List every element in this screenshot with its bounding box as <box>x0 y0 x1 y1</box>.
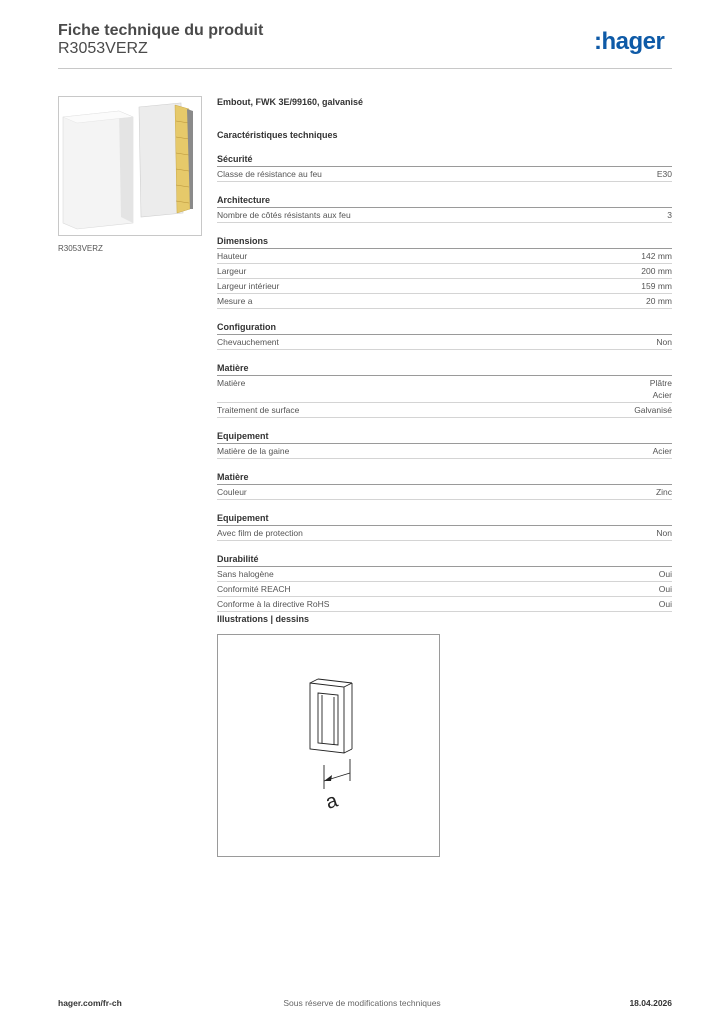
spec-row <box>217 526 672 541</box>
technical-drawing <box>217 634 440 857</box>
spec-row <box>217 582 672 597</box>
section-title: Durabilité <box>217 553 672 567</box>
spec-row <box>217 403 672 418</box>
spec-row <box>217 279 672 294</box>
spec-value: 142 mm <box>641 251 672 261</box>
spec-section <box>217 362 672 418</box>
product-photo <box>58 96 202 236</box>
spec-label: Classe de résistance au feu <box>217 169 322 179</box>
section-title: Sécurité <box>217 153 672 167</box>
spec-value: Non <box>656 337 672 347</box>
spec-label: Matière <box>217 378 246 388</box>
section-title: Equipement <box>217 512 672 526</box>
product-reference: R3053VERZ <box>58 40 148 57</box>
spec-value: Acier <box>652 446 672 456</box>
spec-label: Hauteur <box>217 251 248 261</box>
spec-value: Non <box>656 528 672 538</box>
product-photo-image <box>59 97 202 236</box>
spec-row <box>217 444 672 459</box>
spec-label: Avec film de protection <box>217 528 303 538</box>
spec-section <box>217 430 672 459</box>
spec-row <box>217 485 672 500</box>
spec-section <box>217 471 672 500</box>
spec-value: 200 mm <box>641 266 672 276</box>
spec-row <box>217 249 672 264</box>
spec-label: Largeur <box>217 266 247 276</box>
spec-value: Oui <box>658 569 672 579</box>
section-title: Matière <box>217 471 672 485</box>
section-title: Dimensions <box>217 235 672 249</box>
section-title: Matière <box>217 362 672 376</box>
spec-value: E30 <box>656 169 672 179</box>
spec-row <box>217 567 672 582</box>
photo-caption: R3053VERZ <box>58 244 103 253</box>
spec-label: Nombre de côtés résistants aux feu <box>217 210 351 220</box>
spec-label: Conforme à la directive RoHS <box>217 599 330 609</box>
spec-label: Mesure a <box>217 296 253 306</box>
spec-label: Chevauchement <box>217 337 279 347</box>
spec-value: Plâtre Acier <box>649 378 672 400</box>
footer-date: 18.04.2026 <box>629 998 672 1008</box>
spec-row <box>217 167 672 182</box>
spec-row <box>217 294 672 309</box>
section-title: Equipement <box>217 430 672 444</box>
spec-value: Galvanisé <box>634 405 672 415</box>
spec-value: Oui <box>658 599 672 609</box>
spec-label: Largeur intérieur <box>217 281 280 291</box>
spec-value: Oui <box>658 584 672 594</box>
spec-row <box>217 208 672 223</box>
spec-value: Zinc <box>655 487 672 497</box>
spec-label: Conformité REACH <box>217 584 291 594</box>
spec-section <box>217 153 672 182</box>
logo-text: :hager <box>594 28 665 55</box>
spec-label: Couleur <box>217 487 247 497</box>
section-title: Architecture <box>217 194 672 208</box>
spec-row <box>217 335 672 350</box>
spec-section <box>217 512 672 541</box>
footer-website-link[interactable]: hager.com/fr-ch <box>58 998 122 1008</box>
illustrations-heading: Illustrations | dessins <box>217 614 310 624</box>
hager-logo <box>594 27 674 57</box>
spec-label: Matière de la gaine <box>217 446 290 456</box>
spec-section <box>217 553 672 612</box>
spec-row <box>217 264 672 279</box>
technical-drawing-image <box>218 635 439 856</box>
spec-value: 159 mm <box>641 281 672 291</box>
page-title: Fiche technique du produit <box>58 22 264 39</box>
spec-content <box>217 92 672 612</box>
spec-value: 3 <box>667 210 672 220</box>
spec-value: 20 mm <box>646 296 672 306</box>
spec-label: Traitement de surface <box>217 405 300 415</box>
product-description: Embout, FWK 3E/99160, galvanisé <box>217 97 364 107</box>
spec-section <box>217 194 672 223</box>
spec-row <box>217 376 672 403</box>
spec-label: Sans halogène <box>217 569 274 579</box>
spec-section <box>217 235 672 309</box>
spec-row <box>217 597 672 612</box>
section-title: Configuration <box>217 321 672 335</box>
dimension-label-a: a <box>322 789 341 814</box>
header-divider <box>58 68 672 69</box>
footer-notice: Sous réserve de modifications techniques <box>283 998 441 1008</box>
spec-heading: Caractéristiques techniques <box>217 130 338 140</box>
spec-section <box>217 321 672 350</box>
